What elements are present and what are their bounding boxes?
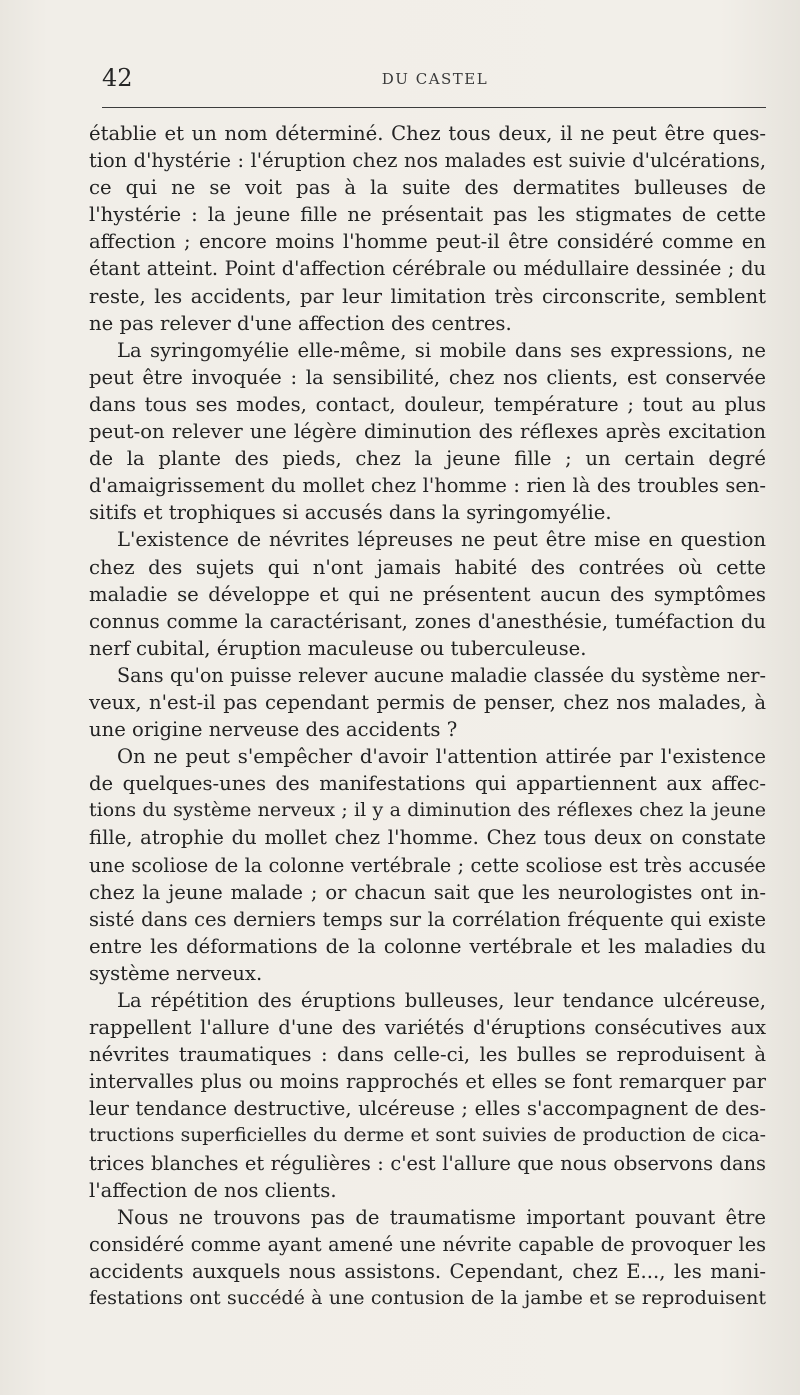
text-line: trices blanches et régulières : c'est l'allure que nous observons dans — [89, 1151, 766, 1175]
paragraph — [89, 120, 766, 337]
text-line: d'amaigrissement du mollet chez l'homme : rien là des troubles sen- — [89, 474, 766, 498]
text-line: peut-on relever une légère diminution des réflexes après excitation — [89, 420, 766, 444]
text-line: connus comme la caractérisant, zones d'anesthésie, tuméfaction du — [89, 609, 766, 633]
text-line: sitifs et trophiques si accusés dans la syringomyélie. — [89, 501, 612, 525]
text-line: fille, atrophie du mollet chez l'homme. Chez tous deux on constate — [89, 826, 766, 850]
text-line: tructions superficielles du derme et sont suivies de production de cica- — [89, 1125, 766, 1147]
paragraph — [89, 337, 766, 527]
text-line: accidents auxquels nous assistons. Cependant, chez E..., les mani- — [89, 1259, 766, 1283]
text-line: considéré comme ayant amené une névrite capable de provoquer les — [89, 1232, 766, 1256]
text-line: La répétition des éruptions bulleuses, leur tendance ulcéreuse, — [117, 989, 766, 1012]
text-line: de la plante des pieds, chez la jeune fille ; un certain degré — [89, 447, 766, 471]
text-line: peut être invoquée : la sensibilité, chez nos clients, est conservée — [89, 365, 766, 389]
text-line: intervalles plus ou moins rapprochés et elles se font remarquer par — [89, 1070, 766, 1094]
text-line: veux, n'est-il pas cependant permis de penser, chez nos malades, à — [89, 690, 766, 714]
header-rule — [102, 107, 766, 108]
paragraph — [89, 662, 766, 743]
text-line: leur tendance destructive, ulcéreuse ; elles s'accompagnent de des- — [89, 1097, 766, 1121]
text-line: une scoliose de la colonne vertébrale ; cette scoliose est très accusée — [89, 853, 766, 877]
paragraph — [89, 743, 766, 987]
text-line: affection ; encore moins l'homme peut-il être considéré comme en — [89, 230, 766, 254]
paragraph — [89, 526, 766, 661]
text-line: ce qui ne se voit pas à la suite des dermatites bulleuses de — [89, 176, 766, 200]
text-line: La syringomyélie elle-même, si mobile dans ses expressions, ne — [117, 338, 766, 362]
running-title: DU CASTEL — [381, 70, 489, 88]
text-line: système nerveux. — [89, 961, 263, 985]
text-line: tion d'hystérie : l'éruption chez nos malades est suivie d'ulcérations, — [89, 149, 766, 173]
text-line: nerf cubital, éruption maculeuse ou tuberculeuse. — [89, 636, 587, 660]
text-line: chez des sujets qui n'ont jamais habité des contrées où cette — [89, 555, 766, 579]
text-line: étant atteint. Point d'affection cérébrale ou médullaire dessinée ; du — [89, 257, 766, 281]
text-line: dans tous ses modes, contact, douleur, température ; tout au plus — [89, 392, 766, 416]
text-line: On ne peut s'empêcher d'avoir l'attention attirée par l'existence — [117, 745, 766, 769]
text-line: reste, les accidents, par leur limitation très circonscrite, semblent — [89, 284, 766, 308]
text-line: ne pas relever d'une affection des centres. — [89, 311, 512, 335]
text-line: de quelques-unes des manifestations qui appartiennent aux affec- — [89, 772, 766, 796]
text-line: Nous ne trouvons pas de traumatisme important pouvant être — [117, 1205, 766, 1229]
text-line: une origine nerveuse des accidents ? — [89, 718, 458, 742]
page-number: 42 — [102, 64, 133, 92]
text-line: festations ont succédé à une contusion de la jambe et se reproduisent — [89, 1287, 766, 1310]
text-line: tions du système nerveux ; il y a diminution des réflexes chez la jeune — [89, 799, 766, 822]
body-text — [89, 120, 766, 1312]
text-line: établie et un nom déterminé. Chez tous deux, il ne peut être ques- — [89, 122, 766, 145]
text-line: rappellent l'allure d'une des variétés d'éruptions consécutives aux — [89, 1016, 766, 1040]
text-line: sisté dans ces derniers temps sur la corrélation fréquente qui existe — [89, 907, 766, 931]
text-line: Sans qu'on puisse relever aucune maladie classée du système ner- — [117, 663, 766, 687]
text-line: entre les déformations de la colonne vertébrale et les maladies du — [89, 934, 766, 958]
text-line: névrites traumatiques : dans celle-ci, les bulles se reproduisent à — [89, 1043, 766, 1067]
text-line: maladie se développe et qui ne présentent aucun des symptômes — [89, 582, 766, 606]
paragraph — [89, 1204, 766, 1312]
paragraph — [89, 987, 766, 1204]
text-line: L'existence de névrites lépreuses ne peut être mise en question — [117, 528, 766, 552]
text-line: l'hystérie : la jeune fille ne présentait pas les stigmates de cette — [89, 203, 766, 227]
text-line: l'affection de nos clients. — [89, 1178, 337, 1202]
text-line: chez la jeune malade ; or chacun sait que les neurologistes ont in- — [89, 880, 766, 904]
